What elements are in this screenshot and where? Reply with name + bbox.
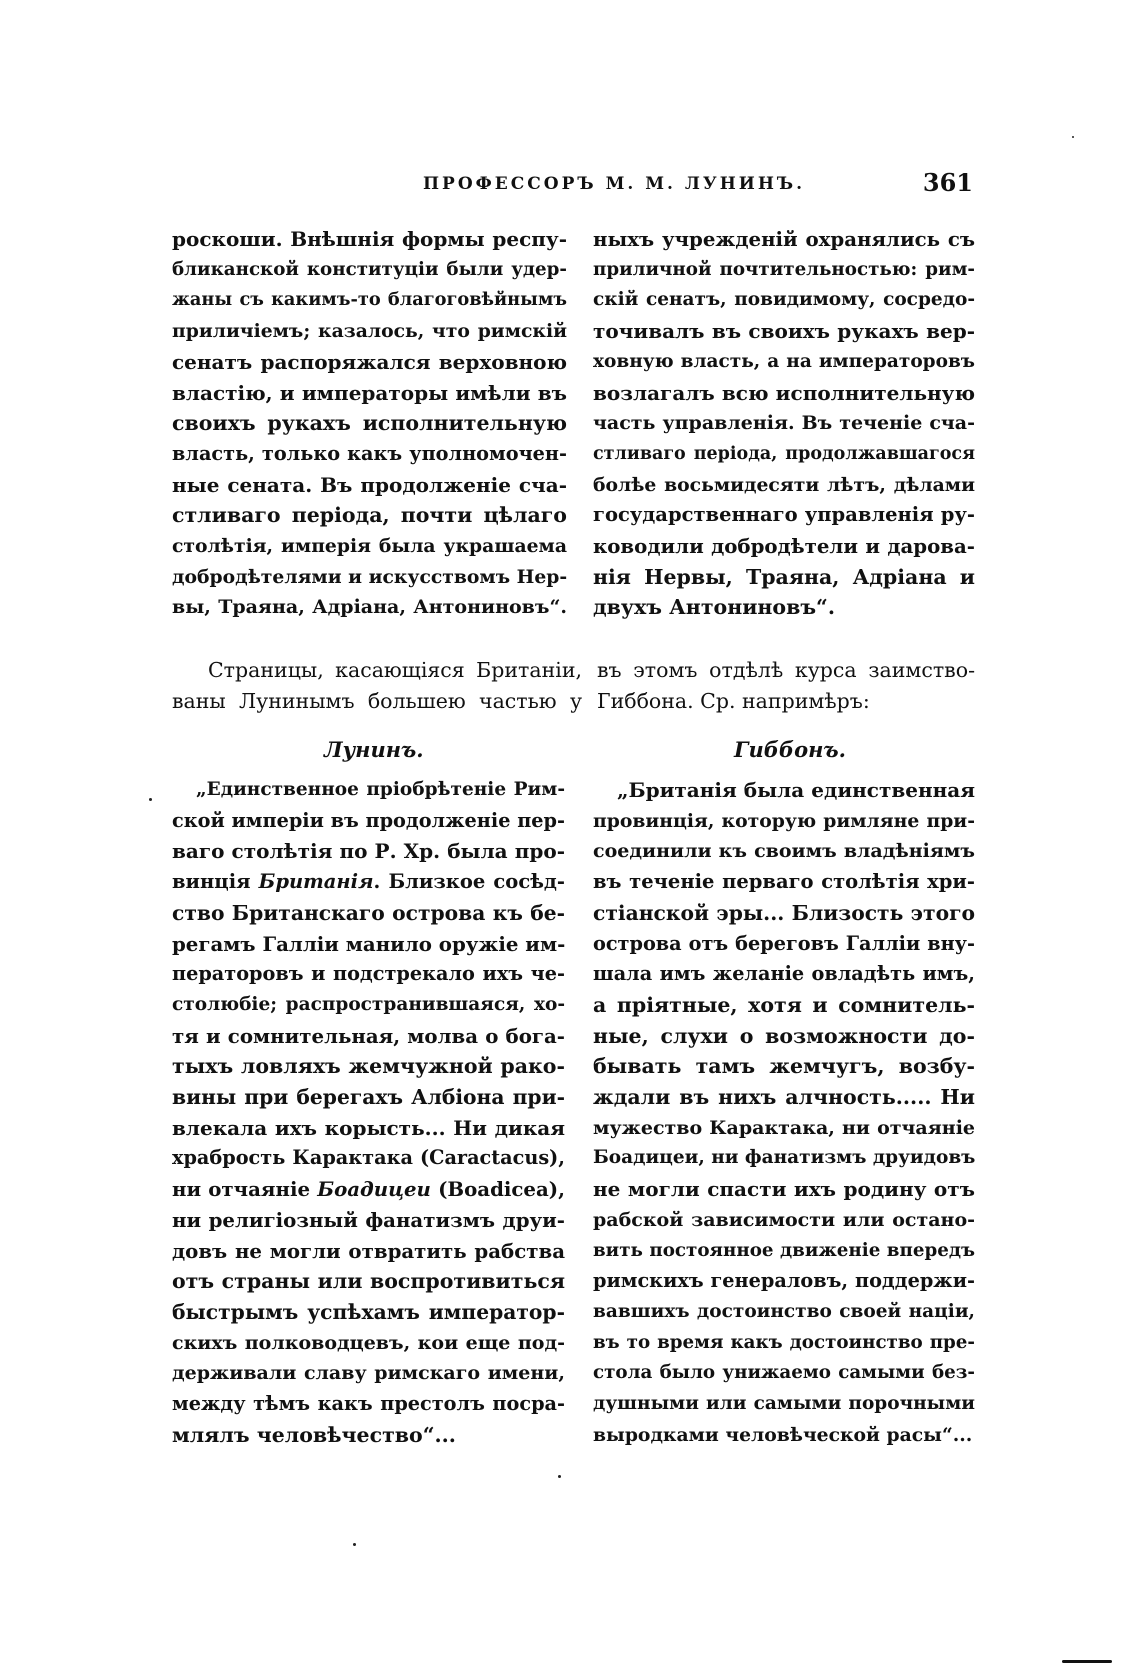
- text-line: ской имперіи въ продолженіе пер-: [172, 808, 565, 832]
- page-number: 361: [922, 168, 973, 197]
- text-line: скій сенатъ, повидимому, сосредо-: [593, 289, 975, 311]
- text-line: скихъ полководцевъ, кои еще под-: [172, 1331, 565, 1354]
- text-line: [172, 1174, 565, 1205]
- gibbon-quote-column: [593, 775, 975, 1450]
- text-line: ни религіозный фанатизмъ друи-: [172, 1207, 565, 1232]
- text-line: двухъ Антониновъ“.: [593, 595, 835, 620]
- text-line: ные, слухи о возможности до-: [593, 1023, 975, 1048]
- text-line: млялъ человѣчество“...: [172, 1422, 456, 1447]
- ink-speck: [353, 1543, 356, 1546]
- text-line: отъ страны или воспротивиться: [172, 1269, 565, 1294]
- text-line: въ этомъ отдѣлѣ курса заимство-: [597, 658, 975, 682]
- middle-right-column: [597, 655, 975, 716]
- text-line: власть, только какъ уполномочен-: [172, 441, 567, 465]
- text-line: [172, 867, 565, 898]
- text-line: „Единственное пріобрѣтеніе Рим-: [196, 779, 565, 800]
- text-line: приличіемъ; казалось, что римскій: [172, 320, 567, 343]
- text-line: душными или самыми порочными: [593, 1393, 975, 1415]
- text-line: ныхъ учрежденій охранялись съ: [593, 227, 975, 251]
- text-line: держивали славу римскаго имени,: [172, 1362, 565, 1385]
- text-line: сенатъ распоряжался верховною: [172, 349, 567, 374]
- text-line: не могли спасти ихъ родину отъ: [593, 1177, 975, 1202]
- text-line: ство Британскаго острова къ бе-: [172, 900, 565, 925]
- text-line: ководили добродѣтели и дарова-: [593, 534, 975, 559]
- italic-term-boadicea: Боадицеи: [317, 1177, 431, 1202]
- text-line: римскихъ генераловъ, поддержи-: [593, 1269, 975, 1293]
- ink-speck: [558, 1475, 561, 1478]
- subheading-gibbon: Гиббонъ.: [734, 737, 846, 762]
- text-line: соединили къ своимъ владѣніямъ: [593, 840, 975, 863]
- text-line: а пріятные, хотя и сомнитель-: [593, 992, 975, 1017]
- lunin-quote-column: [172, 775, 565, 1450]
- text-line: роскоши. Внѣшнія формы респу-: [172, 227, 567, 251]
- text-line: быстрымъ успѣхамъ император-: [172, 1299, 565, 1324]
- text-line: приличной почтительностью: рим-: [593, 258, 975, 280]
- text-line: регамъ Галліи манило оружіе им-: [172, 931, 566, 956]
- text-line: вавшихъ достоинство своей націи,: [593, 1300, 975, 1322]
- text-line: въ то время какъ достоинство пре-: [593, 1331, 975, 1353]
- text-line: ператоровъ и подстрекало ихъ че-: [172, 962, 565, 986]
- text-fragment: (Boadicea),: [430, 1177, 565, 1202]
- subheading-lunin: Лунинъ.: [324, 737, 424, 762]
- text-line: своихъ рукахъ исполнительную: [172, 411, 567, 436]
- top-left-column: [172, 224, 567, 623]
- text-line: болѣе восьмидесяти лѣтъ, дѣлами: [593, 473, 975, 496]
- ink-speck: [1072, 136, 1074, 138]
- text-fragment: . Близкое сосѣд-: [373, 870, 565, 894]
- text-line: возлагалъ всю исполнительную: [593, 380, 975, 405]
- top-right-column: [593, 224, 975, 623]
- text-line: довъ не могли отвратить рабства: [172, 1238, 565, 1263]
- text-line: Гиббона. Ср. напримѣръ:: [597, 688, 870, 713]
- text-line: влекала ихъ корысть... Ни дикая: [172, 1115, 565, 1140]
- running-title: ПРОФЕССОРЪ М. М. ЛУНИНЪ.: [423, 174, 806, 194]
- text-fragment: винція: [172, 870, 259, 894]
- text-line: тя и сомнительная, молва о бога-: [172, 1023, 565, 1048]
- middle-left-column: [172, 655, 582, 716]
- text-line: вить постоянное движеніе впередъ: [593, 1239, 975, 1261]
- text-line: шала имъ желаніе овладѣть имъ,: [593, 962, 975, 986]
- text-line: бывать тамъ жемчугъ, возбу-: [593, 1054, 975, 1079]
- text-line: ховную власть, а на императоровъ: [593, 350, 975, 372]
- text-line: острова отъ береговъ Галліи вну-: [593, 931, 975, 955]
- text-line: властію, и императоры имѣли въ: [172, 380, 567, 405]
- scan-edge-mark: [1062, 1660, 1112, 1663]
- text-line: часть управленія. Въ теченіе сча-: [593, 412, 975, 435]
- text-line: ваны Лунинымъ большею частью у: [172, 688, 582, 713]
- text-line: провинція, которую римляне при-: [593, 809, 975, 832]
- text-line: Боадицеи, ни фанатизмъ друидовъ: [593, 1147, 976, 1169]
- page-header: [173, 168, 973, 202]
- text-line: между тѣмъ какъ престолъ посра-: [172, 1392, 565, 1416]
- text-line: тыхъ ловляхъ жемчужной рако-: [172, 1054, 565, 1079]
- text-line: столюбіе; распространившаяся, хо-: [172, 993, 565, 1015]
- text-fragment: ни отчаяніе: [172, 1177, 318, 1202]
- text-line: вы, Траяна, Адріана, Антониновъ“.: [172, 596, 567, 619]
- text-line: бликанской конституціи были удер-: [172, 258, 567, 280]
- text-line: жаны съ какимъ-то благоговѣйнымъ: [172, 289, 567, 311]
- text-line: ные сената. Въ продолженіе сча-: [172, 472, 567, 497]
- text-line: выродками человѣческой расы“...: [593, 1423, 973, 1446]
- italic-term-britannia: Британія: [258, 870, 374, 894]
- text-line: храбрость Карактака (Caractacus),: [172, 1146, 565, 1170]
- text-line: въ теченіе перваго столѣтія хри-: [593, 870, 975, 894]
- text-line: мужество Карактака, ни отчаяніе: [593, 1116, 975, 1139]
- text-line: добродѣтелями и искусствомъ Нер-: [172, 565, 568, 588]
- text-line: точивалъ въ своихъ рукахъ вер-: [593, 319, 975, 344]
- text-line: столѣтія, имперія была украшаема: [172, 535, 567, 558]
- text-line: „Британія была единственная: [617, 778, 975, 802]
- ink-speck: [149, 798, 152, 801]
- text-line: нія Нервы, Траяна, Адріана и: [593, 564, 975, 589]
- text-line: стіанской эры... Близость этого: [593, 900, 975, 925]
- text-line: вины при берегахъ Албіона при-: [172, 1085, 565, 1110]
- text-line: ваго столѣтія по Р. Хр. была про-: [172, 839, 565, 864]
- text-line: стола было унижаемо самыми без-: [593, 1362, 975, 1384]
- text-line: стливаго періода, продолжавшагося: [593, 443, 975, 464]
- text-line: государственнаго управленія ру-: [593, 503, 975, 527]
- text-line: ждали въ нихъ алчность..... Ни: [593, 1085, 975, 1110]
- text-line: рабской зависимости или остано-: [593, 1208, 975, 1231]
- text-line: Страницы, касающіяся Британіи,: [208, 658, 582, 682]
- text-line: стливаго періода, почти цѣлаго: [172, 503, 567, 528]
